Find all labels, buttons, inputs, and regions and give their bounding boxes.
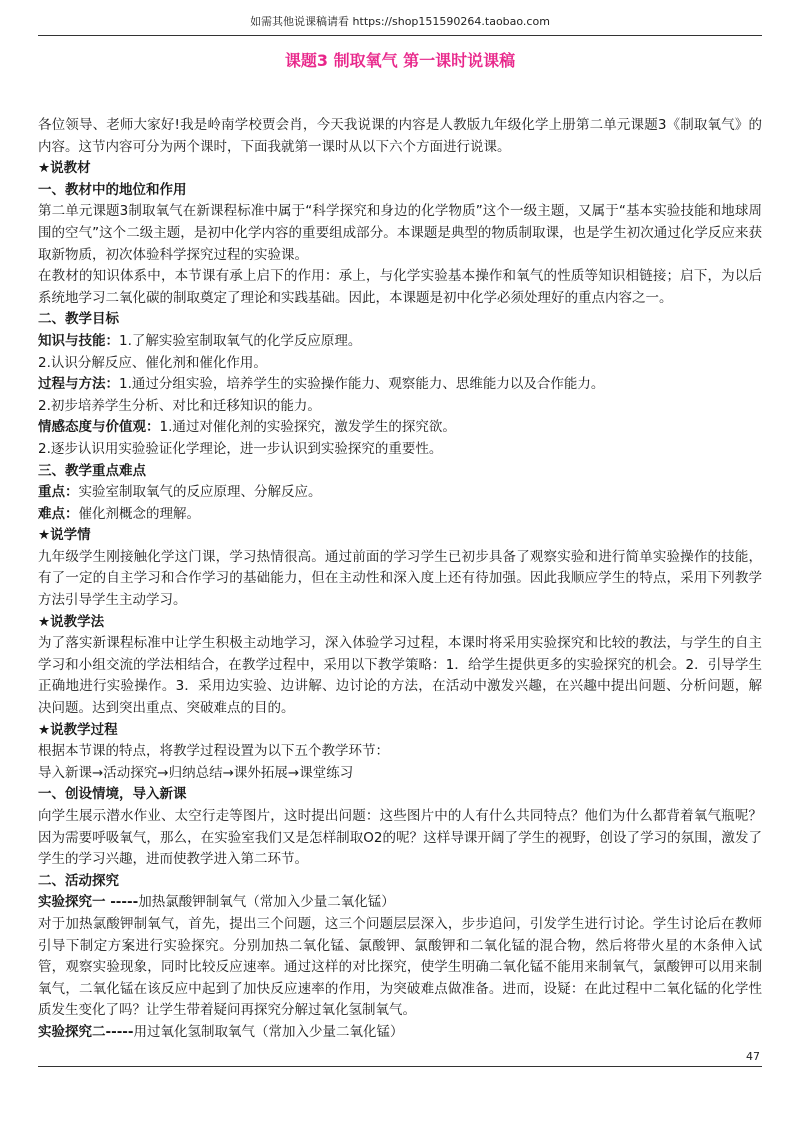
experiment-2-title: 实验探究二-----用过氧化氢制取氧气（常加入少量二氧化锰） [38, 1023, 404, 1040]
section-heading-students: ★说学情 [38, 527, 91, 544]
subheading-introduction: 一、创设情境，导入新课 [38, 786, 187, 803]
section-heading-textbook: ★说教材 [38, 160, 91, 177]
difficulty-lead: 难点： [38, 505, 79, 522]
difficulty-line: 难点：催化剂概念的理解。 [38, 505, 200, 522]
goal-process-1: 过程与方法：1.通过分组实验，培养学生的实验操作能力、观察能力、思维能力以及合作能力。 [38, 376, 605, 393]
section-heading-method: ★说教学法 [38, 613, 105, 630]
paragraph-experiment-1: 对于加热氯酸钾制氧气，首先，提出三个问题，这三个问题层层深入，步步追问，引发学生进行讨论。学生讨论后在教师引导下制定方案进行实验探究。分别加热二氧化锰、氯酸钾、氯酸钾和二氧化锰的混合物，然后将带火星的木条伸入试管，观察实验现象，同时比较反应速率。通过这样的对比探究，使学生明确二氧化锰不能用来制氧气，氯酸钾可以用来制氧气，二氧化锰在该反应中起到了加快反应速率的作用，为突破难点做准备。进而，设疑：在此过程中二氧化锰的化学性质发生变化了吗？让学生带着疑问再探究分解过氧化氢制氧气。 [38, 915, 762, 1019]
subheading-key-points: 三、教学重点难点 [38, 462, 146, 479]
page-header[interactable]: 如需其他说课稿请看 https://shop151590264.taobao.com [250, 15, 550, 28]
goal-knowledge-lead: 知识与技能： [38, 332, 119, 349]
subheading-position: 一、教材中的地位和作用 [38, 181, 187, 198]
goal-emotion-2: 2.逐步认识用实验验证化学理论，进一步认识到实验探究的重要性。 [38, 440, 443, 457]
document-title: 课题3 制取氧气 第一课时说课稿 [284, 51, 516, 70]
paragraph-method: 为了落实新课程标准中让学生积极主动地学习，深入体验学习过程，本课时将采用实验探究和比较的教法，与学生的自主学习和小组交流的学法相结合，在教学过程中，采用以下教学策略：1．给学生提供更多的实验探究的机会。2．引导学生正确地进行实验操作。3．采用边实验、边讲解、边讨论的方法，在活动中激发兴趣，在兴趣中提出问题、分析问题，解决问题。达到突出重点、突破难点的目的。 [38, 635, 762, 717]
paragraph-position-1: 第二单元课题3制取氧气在新课程标准中属于“科学探究和身边的化学物质”这个一级主题，又属于“基本实验技能和地球周围的空气”这个二级主题，是初中化学内容的重要组成部分。本课题是典型的物质制取课，也是学生初次通过化学反应来获取新物质，初次体验科学探究过程的实验课。 [38, 203, 762, 263]
header-divider [38, 35, 762, 36]
goal-emotion-1: 情感态度与价值观：1.通过对催化剂的实验探究，激发学生的探究欲。 [38, 419, 456, 436]
paragraph-introduction: 向学生展示潜水作业、太空行走等图片，这时提出问题：这些图片中的人有什么共同特点？他们为什么都背着氧气瓶呢？因为需要呼吸氧气，那么，在实验室我们又是怎样制取O2的呢？这样导课开阔了学生的视野，创设了学习的氛围，激发了学生的学习兴趣，进而使教学进入第二环节。 [38, 808, 762, 868]
experiment-1-title: 实验探究一 -----加热氯酸钾制氧气（常加入少量二氧化锰） [38, 894, 395, 911]
intro-paragraph: 各位领导、老师大家好!我是岭南学校贾会肖，今天我说课的内容是人教版九年级化学上册第二单元课题3《制取氧气》的内容。这节内容可分为两个课时，下面我就第一课时从以下六个方面进行说课。 [38, 117, 762, 155]
paragraph-process-intro: 根据本节课的特点，将教学过程设置为以下五个教学环节： [38, 743, 389, 760]
key-point-lead: 重点： [38, 484, 79, 501]
page-number: 47 [746, 1050, 760, 1063]
subheading-activity: 二、活动探究 [38, 872, 119, 889]
experiment-1-lead: 实验探究一 ----- [38, 894, 139, 911]
goal-knowledge-1: 知识与技能：1.了解实验室制取氧气的化学反应原理。 [38, 332, 362, 349]
goal-process-lead: 过程与方法： [38, 376, 119, 393]
experiment-2-lead: 实验探究二----- [38, 1023, 134, 1040]
paragraph-students: 九年级学生刚接触化学这门课，学习热情很高。通过前面的学习学生已初步具备了观察实验和进行简单实验操作的技能，有了一定的自主学习和合作学习的基础能力，但在主动性和深入度上还有待加强。因此我顺应学生的特点，采用下列教学方法引导学生主动学习。 [38, 548, 762, 609]
goal-emotion-lead: 情感态度与价值观： [38, 419, 160, 436]
goal-knowledge-2: 2.认识分解反应、催化剂和催化作用。 [38, 354, 267, 371]
goal-process-2: 2.初步培养学生分析、对比和迁移知识的能力。 [38, 397, 321, 414]
paragraph-process-steps: 导入新课→活动探究→归纳总结→课外拓展→课堂练习 [38, 764, 354, 781]
footer-divider [38, 1066, 762, 1067]
subheading-goals: 二、教学目标 [38, 311, 119, 328]
paragraph-position-2: 在教材的知识体系中，本节课有承上启下的作用：承上，与化学实验基本操作和氧气的性质等知识相链接；启下，为以后系统地学习二氧化碳的制取奠定了理论和实践基础。因此，本课题是初中化学必须处理好的重点内容之一。 [38, 268, 762, 306]
key-point-line: 重点：实验室制取氧气的反应原理、分解反应。 [38, 484, 322, 501]
document-body [38, 115, 762, 1044]
section-heading-process: ★说教学过程 [38, 721, 118, 738]
